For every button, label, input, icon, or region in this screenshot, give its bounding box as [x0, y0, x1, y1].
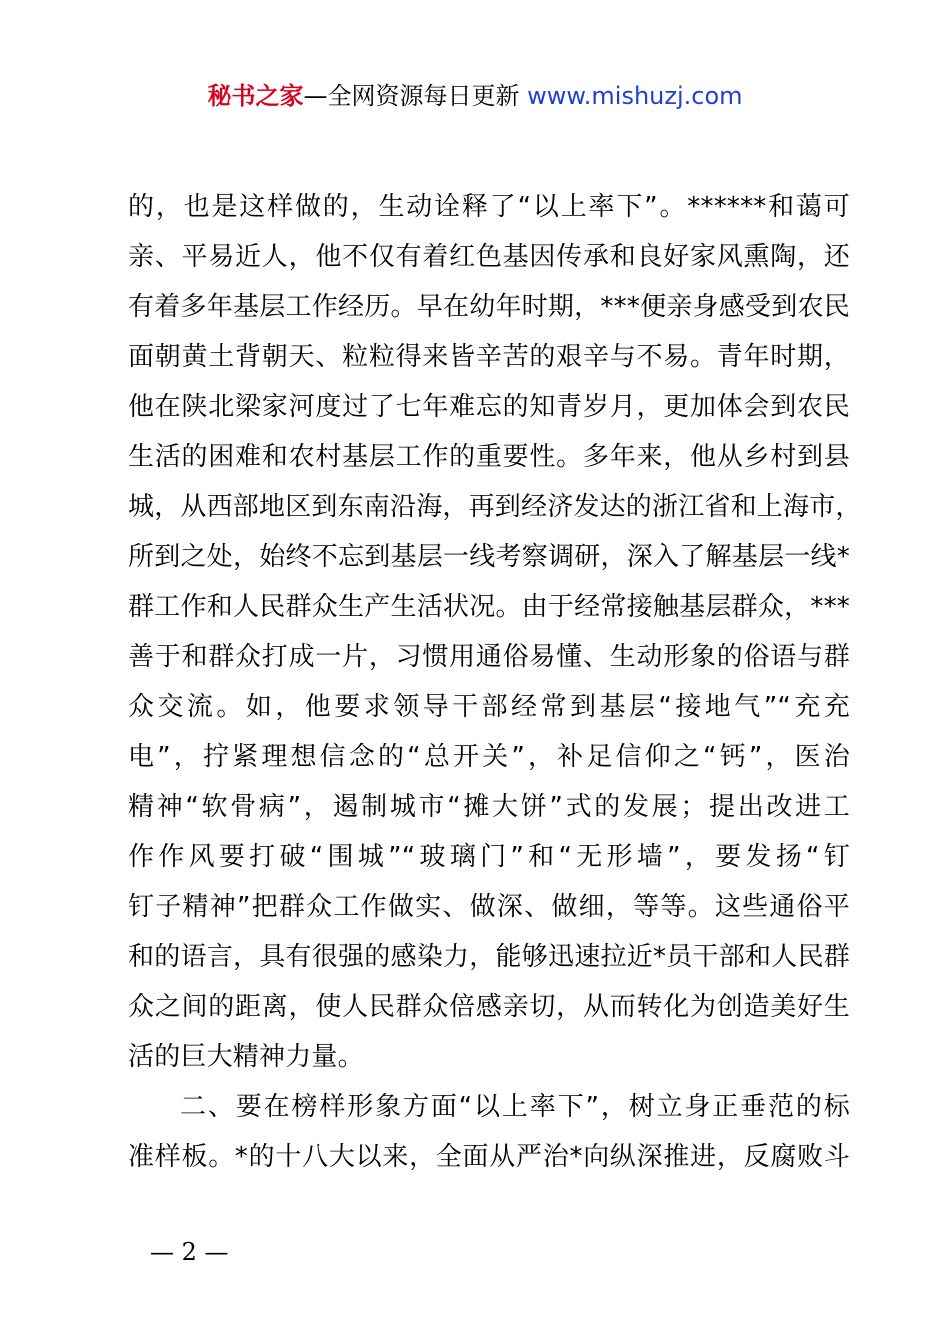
body-line-19: 二、要在榜样形象方面“以上率下”，树立身正垂范的标 [180, 1092, 850, 1122]
body-line-12: 电”，拧紧理想信念的“总开关”，补足信仰之“钙”，医治 [128, 742, 850, 772]
document-body [128, 182, 862, 1182]
body-line-13: 精神“软骨病”，遏制城市“摊大饼”式的发展；提出改进工 [128, 792, 850, 822]
body-line-20: 准样板。*的十八大以来，全面从严治*向纵深推进，反腐败斗 [128, 1142, 850, 1172]
body-line-15: 钉子精神”把群众工作做实、做深、做细，等等。这些通俗平 [128, 892, 850, 922]
header-tagline: —全网资源每日更新 [303, 82, 528, 110]
body-line-1: 的，也是这样做的，生动诠释了“以上率下”。******和蔼可 [128, 192, 850, 222]
body-line-5: 他在陕北梁家河度过了七年难忘的知青岁月，更加体会到农民 [128, 392, 850, 422]
body-line-3: 有着多年基层工作经历。早在幼年时期，***便亲身感受到农民 [128, 292, 850, 322]
body-line-17: 众之间的距离，使人民群众倍感亲切，从而转化为创造美好生 [128, 992, 850, 1022]
document-header [0, 80, 950, 112]
body-line-16: 和的语言，具有很强的感染力，能够迅速拉近*员干部和人民群 [128, 942, 850, 972]
header-brand: 秘书之家 [207, 82, 304, 110]
body-line-18: 活的巨大精神力量。 [128, 1042, 364, 1072]
page-number: — 2 — [150, 1238, 229, 1266]
body-line-6: 生活的困难和农村基层工作的重要性。多年来，他从乡村到县 [128, 442, 850, 472]
body-line-2: 亲、平易近人，他不仅有着红色基因传承和良好家风熏陶，还 [128, 242, 850, 272]
header-url: www.mishuzj.com [527, 82, 743, 110]
body-line-14: 作作风要打破“围城”“玻璃门”和“无形墙”，要发扬“钉 [128, 842, 850, 872]
body-line-11: 众交流。如，他要求领导干部经常到基层“接地气”“充充 [128, 692, 850, 722]
body-line-7: 城，从西部地区到东南沿海，再到经济发达的浙江省和上海市， [128, 492, 862, 522]
body-line-4: 面朝黄土背朝天、粒粒得来皆辛苦的艰辛与不易。青年时期， [128, 342, 850, 372]
body-line-8: 所到之处，始终不忘到基层一线考察调研，深入了解基层一线* [128, 542, 850, 572]
body-line-9: 群工作和人民群众生产生活状况。由于经常接触基层群众，*** [128, 592, 850, 622]
body-line-10: 善于和群众打成一片，习惯用通俗易懂、生动形象的俗语与群 [128, 642, 850, 672]
